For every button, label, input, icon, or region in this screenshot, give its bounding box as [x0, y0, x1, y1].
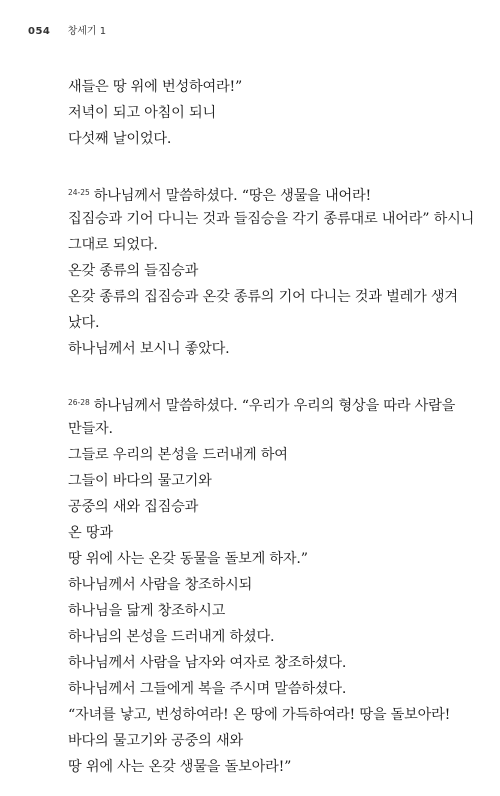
verse-number: 26-28 — [68, 398, 90, 407]
text-line: 하나님의 본성을 드러내게 하셨다. — [68, 629, 275, 645]
running-head — [28, 22, 106, 37]
text-line: 온갖 종류의 집짐승과 온갖 종류의 기어 다니는 것과 벌레가 생겨 — [68, 289, 458, 305]
text-line: 하나님께서 사람을 창조하시되 — [68, 577, 253, 593]
verse-number: 24-25 — [68, 188, 90, 197]
text-line: 그들로 우리의 본성을 드러내게 하여 — [68, 447, 288, 463]
text-line: 새들은 땅 위에 번성하여라!” — [68, 79, 243, 95]
text-line: 땅 위에 사는 온갖 동물을 돌보게 하자.” — [68, 551, 308, 567]
book-title: 창세기 1 — [67, 26, 107, 37]
stanza — [68, 180, 478, 362]
text-line: 났다. — [68, 315, 100, 331]
text-line — [68, 390, 478, 416]
text-line: 땅 위에 사는 온갖 생물을 돌보아라!” — [68, 759, 292, 775]
text-line-content: 하나님께서 말씀하셨다. “땅은 생물을 내어라! — [93, 188, 371, 204]
page-number: 054 — [28, 26, 51, 37]
text-line: 만들자. — [68, 421, 113, 437]
text-line: 하나님께서 보시니 좋았다. — [68, 341, 230, 357]
text-line: 그대로 되었다. — [68, 237, 158, 253]
stanza — [68, 74, 478, 152]
text-line: 저녁이 되고 아침이 되니 — [68, 105, 216, 121]
scripture-text — [68, 74, 478, 780]
text-line: 하나님을 닮게 창조하시고 — [68, 603, 226, 619]
text-line: 집짐승과 기어 다니는 것과 들짐승을 각기 종류대로 내어라” 하시니 — [68, 211, 475, 227]
text-line: 다섯째 날이었다. — [68, 131, 172, 147]
text-line: “자녀를 낳고, 번성하여라! 온 땅에 가득하여라! 땅을 돌보아라! — [68, 707, 451, 723]
text-line: 온 땅과 — [68, 525, 113, 541]
text-line: 하나님께서 그들에게 복을 주시며 말씀하셨다. — [68, 681, 347, 697]
text-line: 공중의 새와 집짐승과 — [68, 499, 199, 515]
stanza — [68, 390, 478, 780]
text-line: 하나님께서 사람을 남자와 여자로 창조하셨다. — [68, 655, 347, 671]
text-line — [68, 180, 478, 206]
text-line: 온갖 종류의 들짐승과 — [68, 263, 199, 279]
text-line: 바다의 물고기와 공중의 새와 — [68, 733, 243, 749]
text-line-content: 하나님께서 말씀하셨다. “우리가 우리의 형상을 따라 사람을 — [93, 398, 456, 414]
text-line: 그들이 바다의 물고기와 — [68, 473, 212, 489]
